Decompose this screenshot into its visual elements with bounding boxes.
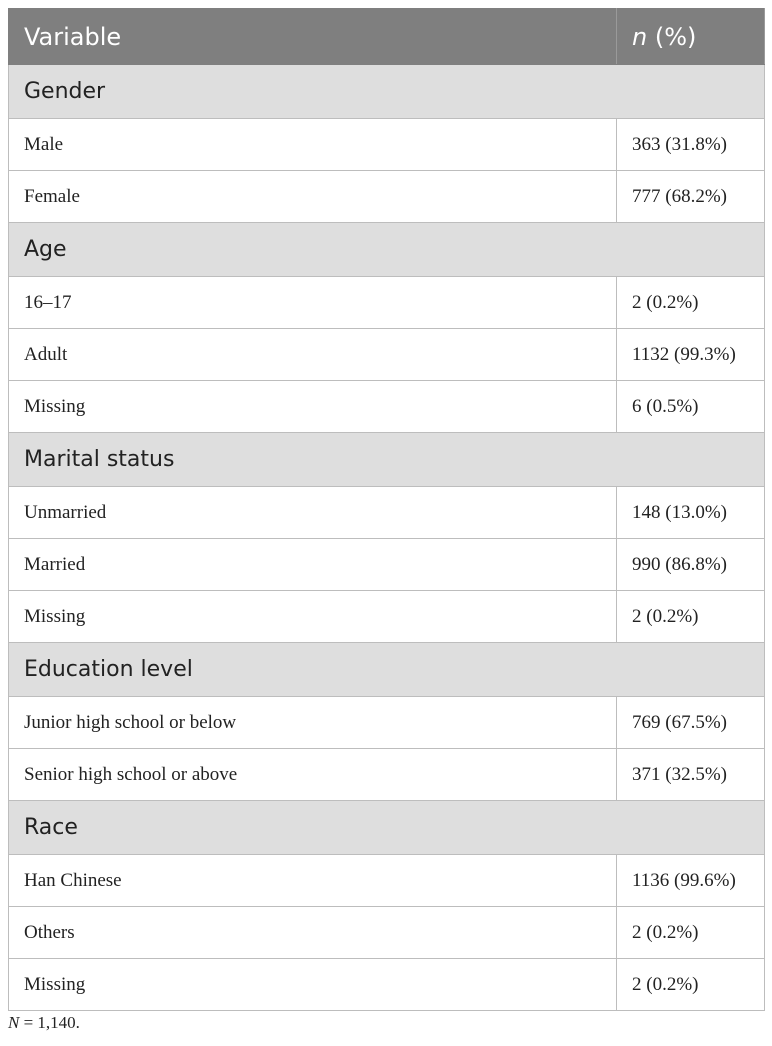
group-row — [9, 801, 765, 855]
group-label: Race — [9, 801, 765, 855]
row-label: Adult — [9, 329, 617, 381]
group-row — [9, 433, 765, 487]
row-value: 6 (0.5%) — [617, 381, 765, 433]
row-value: 777 (68.2%) — [617, 171, 765, 223]
row-value: 1132 (99.3%) — [617, 329, 765, 381]
table-row — [9, 591, 765, 643]
table-row — [9, 697, 765, 749]
row-label: Missing — [9, 959, 617, 1011]
row-label: Missing — [9, 381, 617, 433]
group-label: Marital status — [9, 433, 765, 487]
table-body — [9, 65, 765, 1011]
table-row — [9, 907, 765, 959]
row-label: Han Chinese — [9, 855, 617, 907]
row-value: 990 (86.8%) — [617, 539, 765, 591]
row-value: 148 (13.0%) — [617, 487, 765, 539]
header-row — [9, 9, 765, 65]
row-value: 371 (32.5%) — [617, 749, 765, 801]
header-variable: Variable — [9, 9, 617, 65]
table-row — [9, 539, 765, 591]
table-row — [9, 171, 765, 223]
table-note — [8, 1013, 80, 1033]
group-row — [9, 65, 765, 119]
row-value: 2 (0.2%) — [617, 907, 765, 959]
row-label: 16–17 — [9, 277, 617, 329]
table-row — [9, 329, 765, 381]
table-row — [9, 855, 765, 907]
note-n: N — [8, 1013, 20, 1032]
table-row — [9, 749, 765, 801]
header-n: n — [632, 22, 648, 51]
row-label: Others — [9, 907, 617, 959]
table-row — [9, 487, 765, 539]
table-header — [9, 9, 765, 65]
row-value: 2 (0.2%) — [617, 959, 765, 1011]
header-n-percent — [617, 9, 765, 65]
group-label: Gender — [9, 65, 765, 119]
row-label: Male — [9, 119, 617, 171]
row-label: Junior high school or below — [9, 697, 617, 749]
table-row — [9, 277, 765, 329]
row-value: 2 (0.2%) — [617, 277, 765, 329]
row-label: Married — [9, 539, 617, 591]
row-label: Unmarried — [9, 487, 617, 539]
table-row — [9, 119, 765, 171]
row-label: Senior high school or above — [9, 749, 617, 801]
row-value: 2 (0.2%) — [617, 591, 765, 643]
row-value: 1136 (99.6%) — [617, 855, 765, 907]
row-label: Missing — [9, 591, 617, 643]
group-row — [9, 643, 765, 697]
row-label: Female — [9, 171, 617, 223]
table-row — [9, 959, 765, 1011]
note-text: = 1,140. — [19, 1013, 80, 1032]
group-label: Age — [9, 223, 765, 277]
row-value: 769 (67.5%) — [617, 697, 765, 749]
table-row — [9, 381, 765, 433]
group-row — [9, 223, 765, 277]
group-label: Education level — [9, 643, 765, 697]
demographics-table — [8, 8, 765, 1011]
header-percent: (%) — [647, 22, 697, 51]
row-value: 363 (31.8%) — [617, 119, 765, 171]
